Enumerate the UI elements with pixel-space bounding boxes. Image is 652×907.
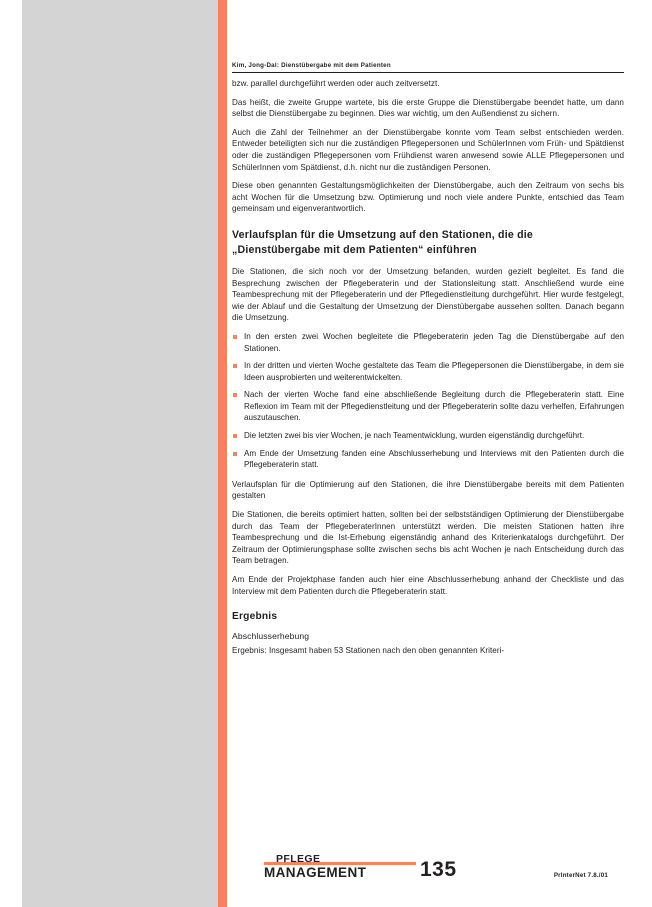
journal-logo xyxy=(264,854,416,880)
section-intro-paragraph: Die Stationen, die sich noch vor der Umsetzung befanden, wurden gezielt begleitet. Es fand die Besprechung zwischen der Pflegeberaterin und der Stationsleitung statt. Anschließend wurde eine Teambesprechung mit der Pflegeberaterin und der Pflegedienstleitung durchgeführt. Hier wurde festgelegt, wie der Ablauf und die Gestaltung der Umsetzung der Dienstübergabe aussehen sollten. Danach begann die Umsetzung. xyxy=(232,266,624,323)
paragraph: Diese oben genannten Gestaltungsmöglichkeiten der Dienstübergabe, auch den Zeitraum von sechs bis acht Wochen für die Umsetzung bzw. Optimierung und noch viele andere Punkte, entschied das Team gemeinsam und eigenverantwortlich. xyxy=(232,181,624,214)
body-text-flow xyxy=(232,78,624,664)
paragraph: Am Ende der Projektphase fanden auch hier eine Abschlusserhebung anhand der Checkliste und das Interview mit dem Patienten durch die Pflegeberaterin statt. xyxy=(232,575,624,596)
result-heading: Ergebnis xyxy=(232,611,278,623)
bullet-list xyxy=(232,331,624,471)
footer-issue-info: PrInterNet 7.8./01 xyxy=(553,872,608,879)
section-heading: Verlaufsplan für die Umsetzung auf den Stationen, die die „Dienstübergabe mit dem Patienten“ einführen xyxy=(232,228,534,256)
list-item: Am Ende der Umsetzung fanden eine Abschlusserhebung und Interviews mit den Patienten durch die Pflegeberaterin statt. xyxy=(232,448,624,471)
paragraph: bzw. parallel durchgeführt werden oder auch zeitversetzt. xyxy=(232,79,440,88)
running-head: Kim, Jong-Dal: Dienstübergabe mit dem Patienten xyxy=(232,62,391,69)
page-content-column xyxy=(232,0,624,907)
list-item: Nach der vierten Woche fand eine abschließende Begleitung durch die Pflegeberaterin statt. Eine Reflexion im Team mit der Pflegedienstleitung und der Pflegeberaterin sollte dazu verhelfen, Erfahrungen auszutauschen. xyxy=(232,389,624,424)
page-number: 135 xyxy=(420,858,457,881)
orange-vertical-rule xyxy=(218,0,227,907)
running-head-divider xyxy=(232,72,624,73)
paragraph: Die Stationen, die bereits optimiert hatten, sollten bei der selbstständigen Optimierung der Dienstübergabe durch das Team der PflegeberaterInnen unterstützt werden. Die meisten Stationen hatten ihre Teambesprechung und die Ist-Erhebung eigenständig anhand des Kriterienkatalogs durchgeführt. Der Zeitraum der Optimierungsphase sollte zwischen sechs bis acht Wochen je nach Entscheidung durch das Team betragen. xyxy=(232,510,624,566)
subsection-intro-paragraph: Verlaufsplan für die Optimierung auf den Stationen, die ihre Dienstübergabe bereits mit dem Patienten gestalten xyxy=(232,479,624,501)
paragraph: Das heißt, die zweite Gruppe wartete, bis die erste Gruppe die Dienstübergabe beendet hatte, um dann selbst die Dienstübergabe zu beginnen. Dies war wichtig, um den Außendienst zu sichern. xyxy=(232,97,624,119)
result-paragraph: Ergebnis: Insgesamt haben 53 Stationen nach den oben genannten Kriteri- xyxy=(232,646,505,656)
list-item: In den ersten zwei Wochen begleitete die Pflegeberaterin jeden Tag die Dienstübergabe auf den Stationen. xyxy=(232,331,624,354)
page-footer xyxy=(232,853,624,890)
left-grey-band xyxy=(22,0,218,907)
logo-line-two: MANAGEMENT xyxy=(264,865,367,880)
list-item: In der dritten und vierten Woche gestaltete das Team die Pflegepersonen die Dienstübergabe, in dem sie Ideen ausprobierten und weiterentwickelten. xyxy=(232,360,624,383)
list-item: Die letzten zwei bis vier Wochen, je nach Teamentwicklung, wurden eigenständig durchgeführt. xyxy=(232,430,624,442)
paragraph: Auch die Zahl der Teilnehmer an der Dienstübergabe konnte vom Team selbst entschieden werden. Entweder beteiligten sich nur die zuständigen Pflegepersonen und SchülerInnen vom Früh- und Spätdienst oder die zuständigen Pflegepersonen vom Frühdienst waren anwesend sowie ALLE Pflegepersonen und SchülerInnen vom Spätdienst, d.h. nicht nur die zuständigen Personen. xyxy=(232,127,624,172)
logo-line-one: PFLEGE xyxy=(276,853,321,865)
result-subheading: Abschlusserhebung xyxy=(232,631,310,642)
